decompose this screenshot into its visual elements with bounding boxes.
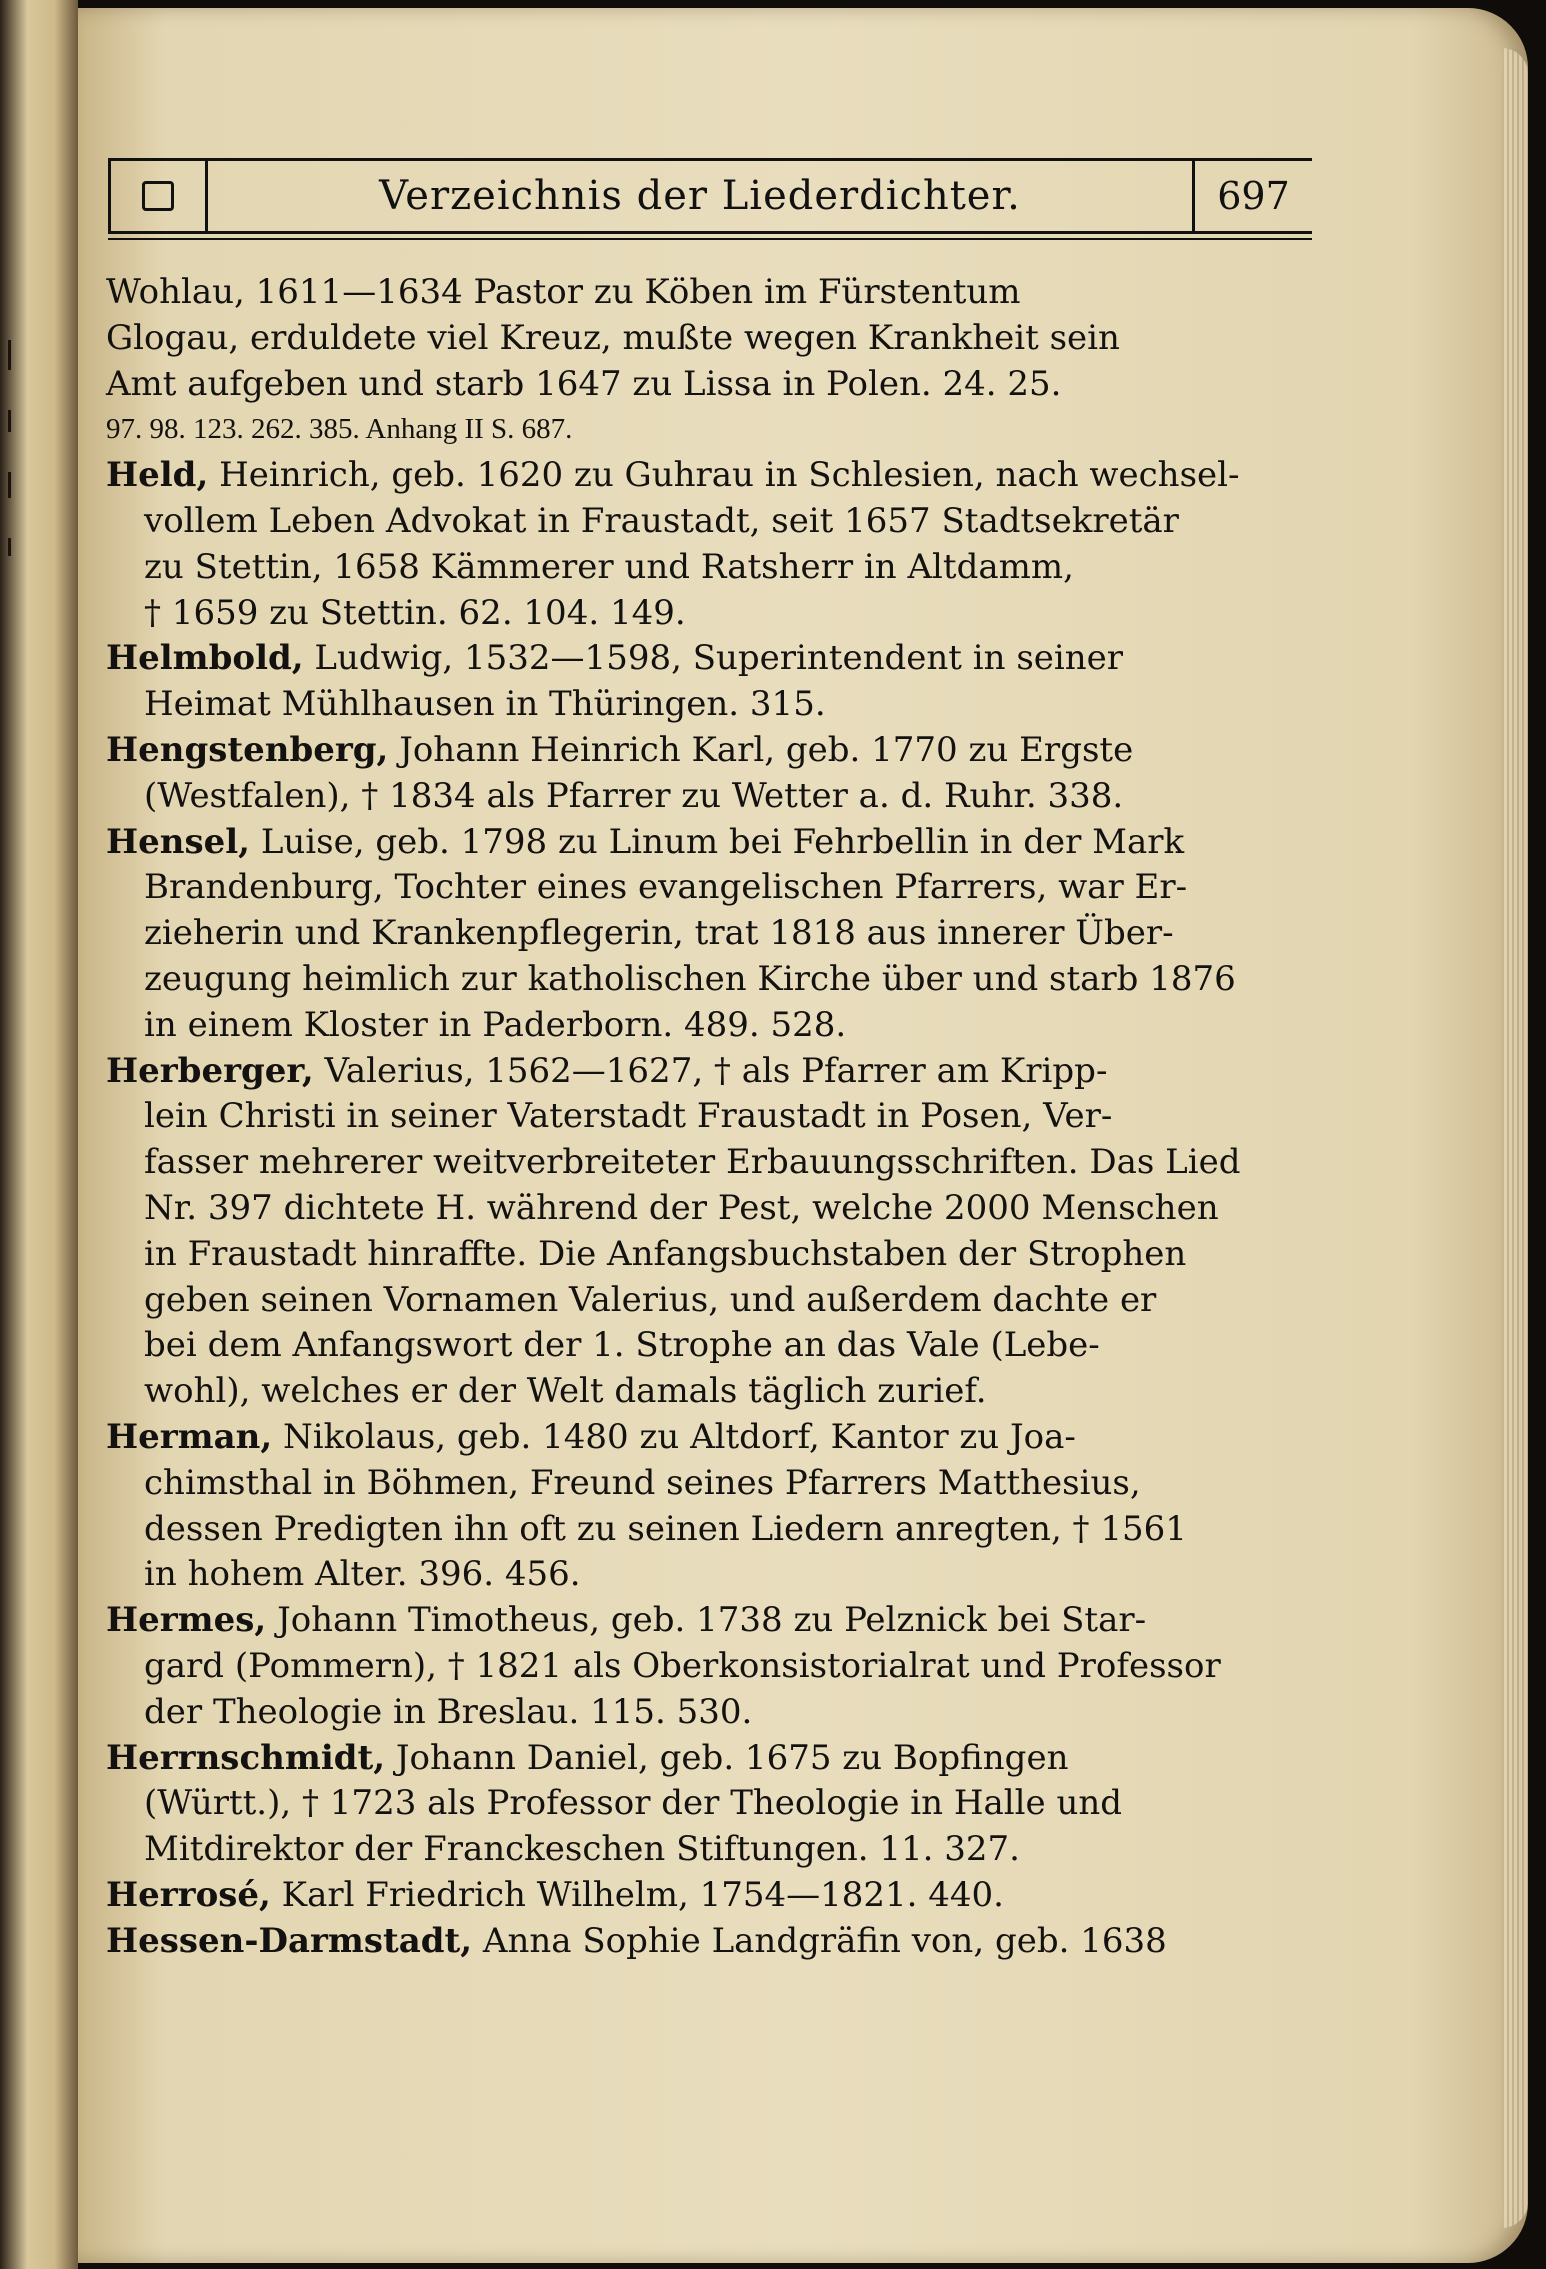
entry-name: Hengstenberg, [106,729,389,770]
entry-text: Anna Sophie Landgräfin von, geb. 1638 [472,1920,1167,1961]
entry-name: Helmbold, [106,638,304,679]
entry-held [106,453,1316,636]
spine-mark [8,538,11,556]
text-line: in Fraustadt hinraffte. Die Anfangsbuchstaben der Strophen [144,1233,1187,1274]
text-line: 97. 98. 123. 262. 385. Anhang II S. 687. [106,413,573,446]
entry-name: Herrosé, [106,1874,271,1915]
header-rule [108,238,1312,240]
text-line: zieherin und Krankenpflegerin, trat 1818 aus innerer Über- [144,913,1174,954]
entry-text: Nikolaus, geb. 1480 zu Altdorf, Kantor zu Joa- [272,1416,1076,1457]
text-line: (Württ.), † 1723 als Professor der Theologie in Halle und [144,1783,1123,1824]
text-line: Amt aufgeben und starb 1647 zu Lissa in Polen. 24. 25. [106,363,1062,404]
entry-first-line [106,1736,1316,1782]
text-line: gard (Pommern), † 1821 als Oberkonsistorialrat und Professor [144,1645,1221,1686]
text-line: Heimat Mühlhausen in Thüringen. 315. [144,684,826,725]
entry-name: Hermes, [106,1600,267,1641]
entry-first-line [106,636,1316,682]
entry-text: Heinrich, geb. 1620 zu Guhrau in Schlesien, nach wechsel- [208,455,1240,496]
page-edge [1502,48,1528,2228]
text-line: zu Stettin, 1658 Kämmerer und Ratsherr in Altdamm, [144,546,1074,587]
text-line: † 1659 zu Stettin. 62. 104. 149. [144,592,686,633]
text-line: der Theologie in Breslau. 115. 530. [144,1691,753,1732]
header-box-cell [108,161,208,231]
entry-hessen-darmstadt [106,1919,1316,1965]
text-line: Mitdirektor der Franckeschen Stiftungen. 11. 327. [144,1829,1020,1870]
square-ornament-icon [142,181,174,211]
text-line: chimsthal in Böhmen, Freund seines Pfarrers Matthesius, [144,1462,1141,1503]
spine-mark [8,472,11,498]
text-line: wohl), welches er der Welt damals täglich zurief. [144,1371,987,1412]
page-title: Verzeichnis der Liederdichter. [379,173,1021,219]
text-line: Glogau, erduldete viel Kreuz, mußte wegen Krankheit sein [106,317,1120,358]
text-line: Nr. 397 dichtete H. während der Pest, welche 2000 Menschen [144,1187,1219,1228]
entry-first-line [106,1873,1316,1919]
entry-text: Johann Heinrich Karl, geb. 1770 zu Ergste [388,729,1134,770]
entry-first-line [106,820,1316,866]
entry-herrnschmidt [106,1736,1316,1873]
entry-first-line [106,1049,1316,1095]
text-line: bei dem Anfangswort der 1. Strophe an das Vale (Lebe- [144,1325,1100,1366]
entry-name: Hessen-Darmstadt, [106,1920,473,1961]
text-line: lein Christi in seiner Vaterstadt Fraustadt in Posen, Ver- [144,1096,1113,1137]
book-page [78,8,1528,2263]
text-line: zeugung heimlich zur katholischen Kirche über und starb 1876 [144,958,1236,999]
text-line: geben seinen Vornamen Valerius, und außerdem dachte er [144,1279,1157,1320]
entry-first-line [106,1919,1316,1965]
entry-text: Johann Daniel, geb. 1675 zu Bopfingen [385,1737,1069,1778]
text-line: dessen Predigten ihn oft zu seinen Liedern anregten, † 1561 [144,1508,1187,1549]
entry-text: Karl Friedrich Wilhelm, 1754—1821. 440. [270,1874,1004,1915]
text-line: vollem Leben Advokat in Fraustadt, seit 1657 Stadtsekretär [144,500,1179,541]
entry-continuation [106,270,1316,453]
entry-herberger [106,1049,1316,1415]
entry-helmbold [106,636,1316,728]
entry-text: Luise, geb. 1798 zu Linum bei Fehrbellin in der Mark [250,821,1185,862]
entry-name: Herberger, [106,1050,314,1091]
entry-text: Valerius, 1562—1627, † als Pfarrer am Kripp- [313,1050,1108,1091]
text-line: fasser mehrerer weitverbreiteter Erbauungsschriften. Das Lied [144,1142,1241,1183]
entry-name: Hensel, [106,821,251,862]
text-line: Wohlau, 1611—1634 Pastor zu Köben im Fürstentum [106,272,1021,312]
book-spine [0,0,78,2269]
spine-marks [0,300,20,556]
text-line: in hohem Alter. 396. 456. [144,1554,581,1595]
entry-first-line [106,728,1316,774]
entry-text: Ludwig, 1532—1598, Superintendent in seiner [303,638,1124,679]
page-number: 697 [1192,161,1312,231]
entry-text: Johann Timotheus, geb. 1738 zu Pelznick bei Star- [266,1600,1147,1641]
entry-first-line [106,1598,1316,1644]
spine-mark [8,340,11,370]
entry-herman [106,1415,1316,1598]
entry-hensel [106,820,1316,1049]
entry-name: Herrnschmidt, [106,1737,386,1778]
running-header [108,158,1312,234]
entry-herrose [106,1873,1316,1919]
text-line: Brandenburg, Tochter eines evangelischen Pfarrers, war Er- [144,867,1188,908]
text-line: (Westfalen), † 1834 als Pfarrer zu Wetter a. d. Ruhr. 338. [144,775,1124,816]
text-body [106,270,1316,1964]
spine-mark [8,410,11,432]
entry-first-line [106,453,1316,499]
text-line: in einem Kloster in Paderborn. 489. 528. [144,1004,847,1045]
entry-hengstenberg [106,728,1316,820]
entry-hermes [106,1598,1316,1735]
entry-name: Herman, [106,1416,273,1457]
entry-name: Held, [106,455,209,496]
entry-first-line [106,1415,1316,1461]
